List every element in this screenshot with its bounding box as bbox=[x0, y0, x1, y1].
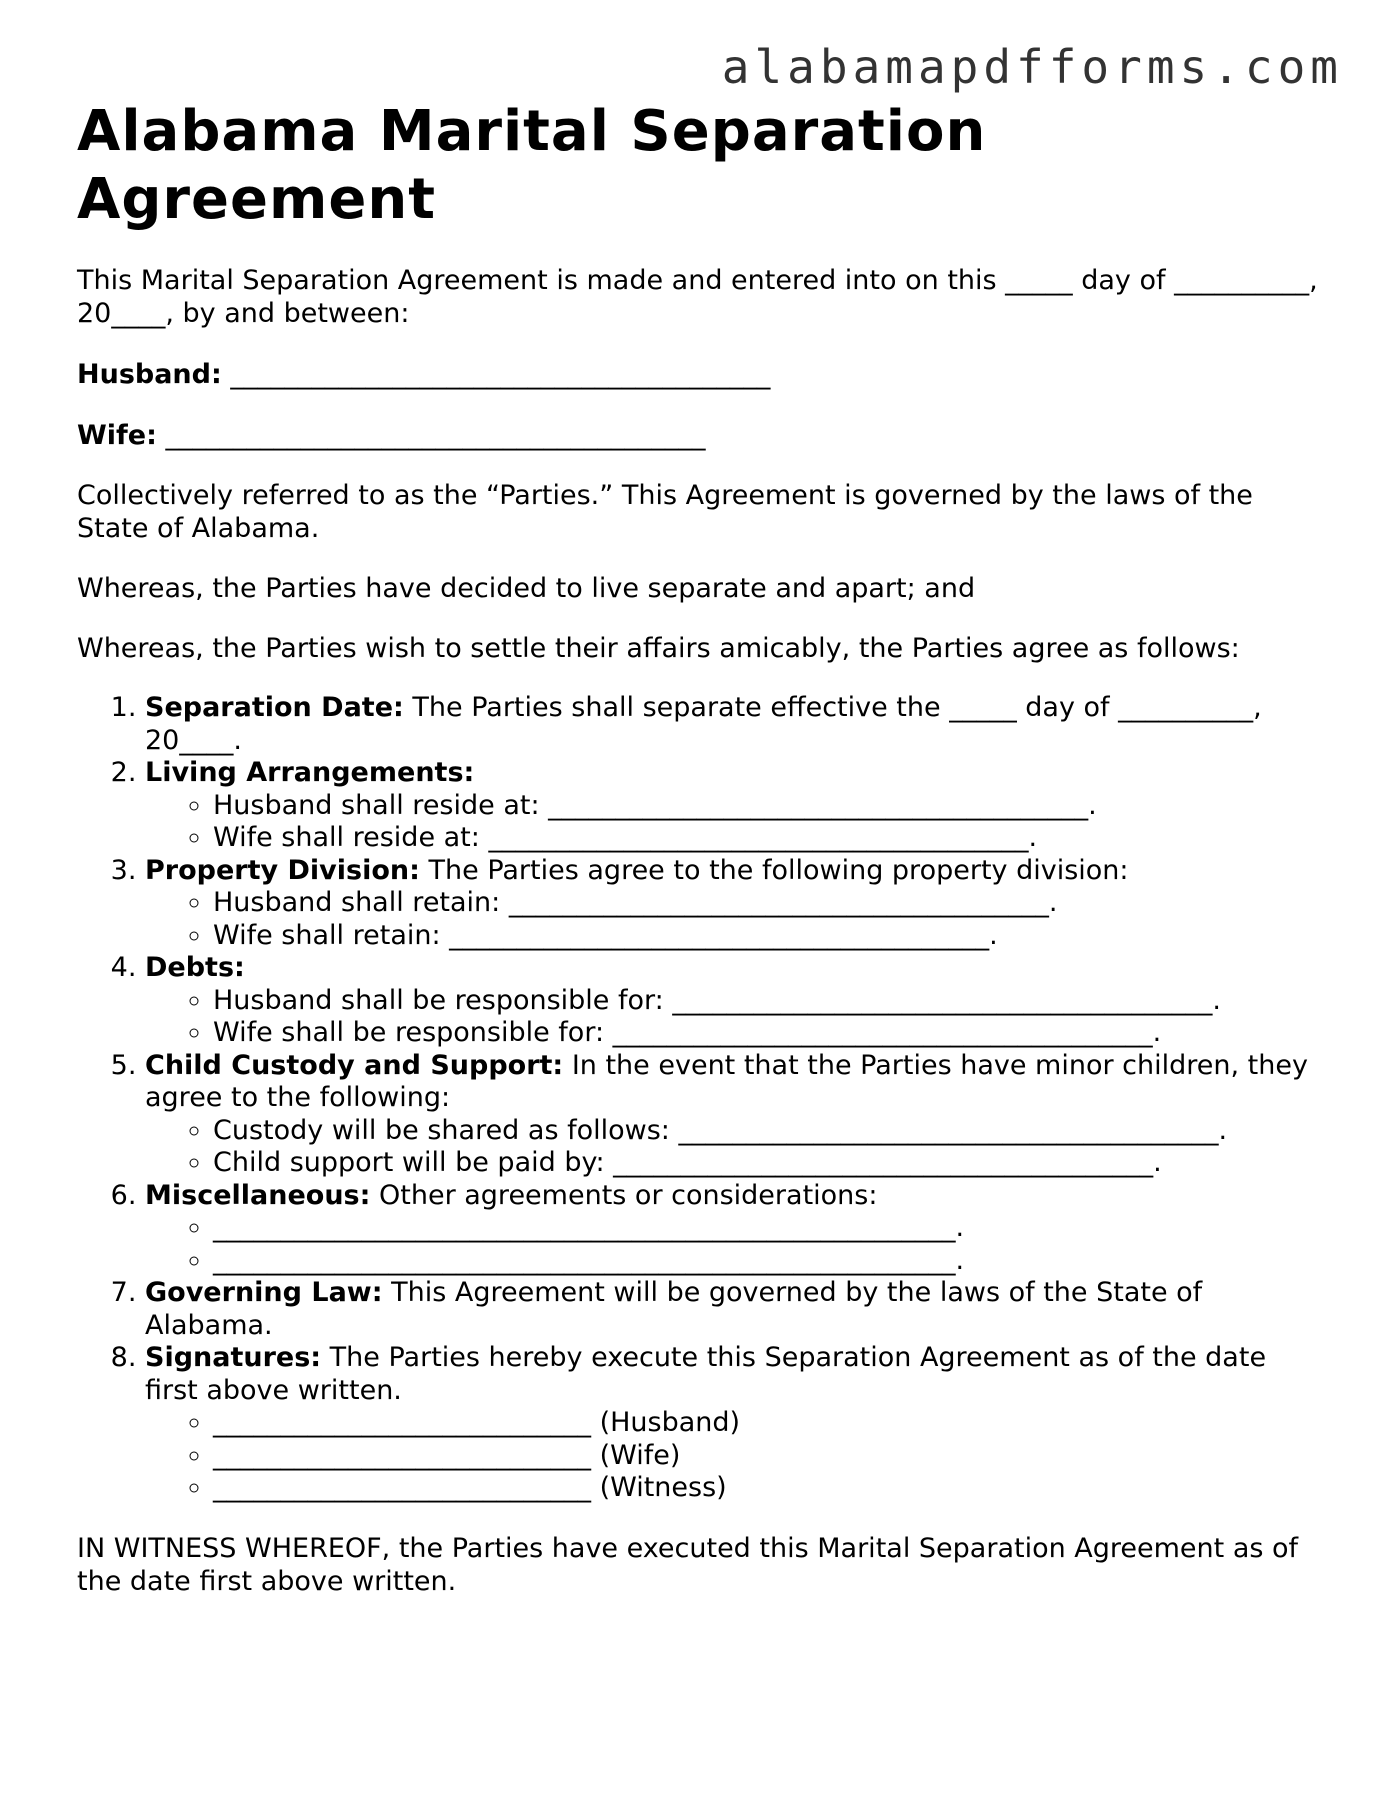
signature-line-husband: ◦ ____________________________ (Husband) bbox=[213, 1407, 1327, 1440]
list-item: ◦ Wife shall be responsible for: ________________________________________. bbox=[213, 1017, 1327, 1050]
signature-line-wife: ◦ ____________________________ (Wife) bbox=[213, 1440, 1327, 1473]
closing-paragraph: IN WITNESS WHEREOF, the Parties have executed this Marital Separation Agreement as of the date first above written. bbox=[77, 1532, 1299, 1597]
section-property-division bbox=[145, 855, 1327, 953]
list-item: ◦ Wife shall reside at: ________________________________________. bbox=[213, 822, 1327, 855]
list-item: ◦ Child support will be paid by: ________________________________________. bbox=[213, 1147, 1327, 1180]
sub-list bbox=[145, 1212, 1327, 1277]
document-page bbox=[77, 98, 1327, 1598]
list-item: ◦ Husband shall reside at: ________________________________________. bbox=[213, 790, 1327, 823]
list-item: ◦ Wife shall retain: ________________________________________. bbox=[213, 920, 1327, 953]
wife-label: Wife: bbox=[77, 420, 157, 451]
section-debts bbox=[145, 952, 1327, 1050]
list-item: ◦ Husband shall retain: ________________________________________. bbox=[213, 887, 1327, 920]
signature-line-witness: ◦ ____________________________ (Witness) bbox=[213, 1472, 1327, 1505]
collectively-paragraph: Collectively referred to as the “Parties.” This Agreement is governed by the laws of the State of Alabama. bbox=[77, 480, 1253, 544]
section-living-arrangements bbox=[145, 757, 1327, 855]
section-miscellaneous bbox=[145, 1180, 1327, 1278]
section-text: The Parties hereby execute this Separation Agreement as of the date first above written. bbox=[145, 1342, 1267, 1406]
section-text: In the event that the Parties have minor children, they agree to the following: bbox=[145, 1049, 1308, 1113]
section-text: Other agreements or considerations: bbox=[370, 1179, 878, 1211]
sub-list bbox=[145, 887, 1327, 952]
section-text: This Agreement will be governed by the laws of the State of Alabama. bbox=[145, 1277, 1203, 1341]
husband-label: Husband: bbox=[77, 359, 222, 390]
sub-list bbox=[145, 1407, 1327, 1505]
list-item: ◦ _______________________________________________________. bbox=[213, 1245, 1327, 1278]
sub-list bbox=[145, 985, 1327, 1050]
section-child-custody bbox=[145, 1050, 1327, 1180]
section-heading: Debts: bbox=[145, 952, 245, 983]
section-signatures bbox=[145, 1342, 1327, 1505]
sub-list bbox=[145, 790, 1327, 855]
section-heading: Child Custody and Support: bbox=[145, 1049, 564, 1081]
section-heading: Signatures: bbox=[145, 1342, 322, 1373]
section-heading: Miscellaneous: bbox=[145, 1179, 371, 1211]
list-item: ◦ Custody will be shared as follows: ________________________________________. bbox=[213, 1115, 1327, 1148]
page-title: Alabama Marital Separation Agreement bbox=[77, 99, 987, 232]
whereas-paragraph-1: Whereas, the Parties have decided to live separate and apart; and bbox=[77, 573, 976, 604]
husband-field bbox=[77, 358, 1327, 391]
intro-paragraph: This Marital Separation Agreement is made and entered into on this _____ day of __________, 20____, by and between: bbox=[77, 265, 1318, 329]
sub-list bbox=[145, 1115, 1327, 1180]
section-heading: Property Division: bbox=[145, 854, 420, 886]
whereas-paragraph-2: Whereas, the Parties wish to settle their affairs amicably, the Parties agree as follows: bbox=[77, 633, 1240, 664]
section-heading: Separation Date: bbox=[145, 692, 404, 723]
husband-blank: ________________________________________ bbox=[230, 359, 771, 390]
terms-list bbox=[77, 692, 1327, 1505]
section-text: The Parties agree to the following property division: bbox=[419, 854, 1129, 886]
list-item: ◦ Husband shall be responsible for: ________________________________________. bbox=[213, 985, 1327, 1018]
wife-blank: ________________________________________ bbox=[165, 420, 706, 451]
wife-field bbox=[77, 419, 1327, 452]
list-item: ◦ _______________________________________________________. bbox=[213, 1212, 1327, 1245]
section-separation-date bbox=[145, 692, 1327, 757]
section-heading: Living Arrangements: bbox=[145, 757, 475, 788]
watermark: alabamapdfforms.com bbox=[721, 40, 1343, 94]
section-heading: Governing Law: bbox=[145, 1277, 383, 1308]
section-text: The Parties shall separate effective the _____ day of __________, 20____. bbox=[145, 692, 1262, 756]
section-governing-law bbox=[145, 1277, 1327, 1342]
